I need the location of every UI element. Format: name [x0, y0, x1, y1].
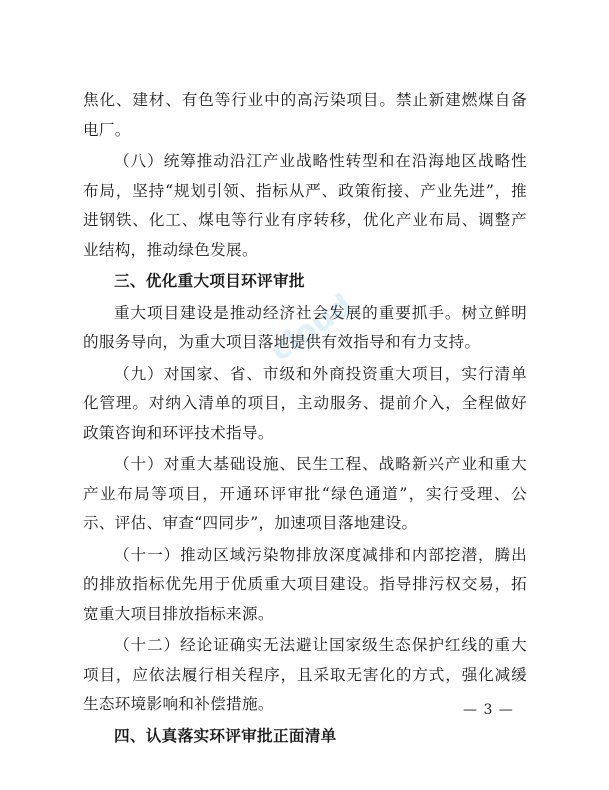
- section-heading-3: 三、优化重大项目环评审批: [114, 272, 305, 290]
- paragraph-item-8: （八）统筹推动沿江产业战略性转型和在沿海地区战略性布局，坚持“规划引领、指标从严、政策衔接、产业先进”，推进钢铁、化工、煤电等行业有序转移，优化产业布局、调整产业结构，推动绿色发展。: [83, 152, 527, 259]
- paragraph-item-12: （十二）经论证确实无法避让国家级生态保护红线的重大项目，应依法履行相关程序，且采取无害化的方式，强化减缓生态环境影响和补偿措施。: [83, 636, 527, 713]
- paragraph-intro-3: 重大项目建设是推动经济社会发展的重要抓手。树立鲜明的服务导向，为重大项目落地提供有效指导和有力支持。: [83, 303, 527, 351]
- document-body: [83, 86, 527, 751]
- watermark: cloud: [264, 287, 360, 369]
- paragraph-continued: 焦化、建材、有色等行业中的高污染项目。禁止新建燃煤自备电厂。: [83, 91, 527, 139]
- section-heading-4: 四、认真落实环评审批正面清单: [114, 726, 337, 745]
- paragraph-item-10: （十）对重大基础设施、民生工程、战略新兴产业和重大产业布局等项目，开通环评审批“绿色通道”，实行受理、公示、评估、审查“四同步”，加速项目落地建设。: [83, 455, 527, 532]
- paragraph-item-9: （九）对国家、省、市级和外商投资重大项目，实行清单化管理。对纳入清单的项目，主动服务、提前介入，全程做好政策咨询和环评技术指导。: [83, 364, 527, 442]
- paragraph-item-11: （十一）推动区域污染物排放深度减排和内部挖潜，腾出的排放指标优先用于优质重大项目建设。指导排污权交易，拓宽重大项目排放指标来源。: [83, 545, 527, 623]
- page-number: — 3 —: [463, 702, 514, 718]
